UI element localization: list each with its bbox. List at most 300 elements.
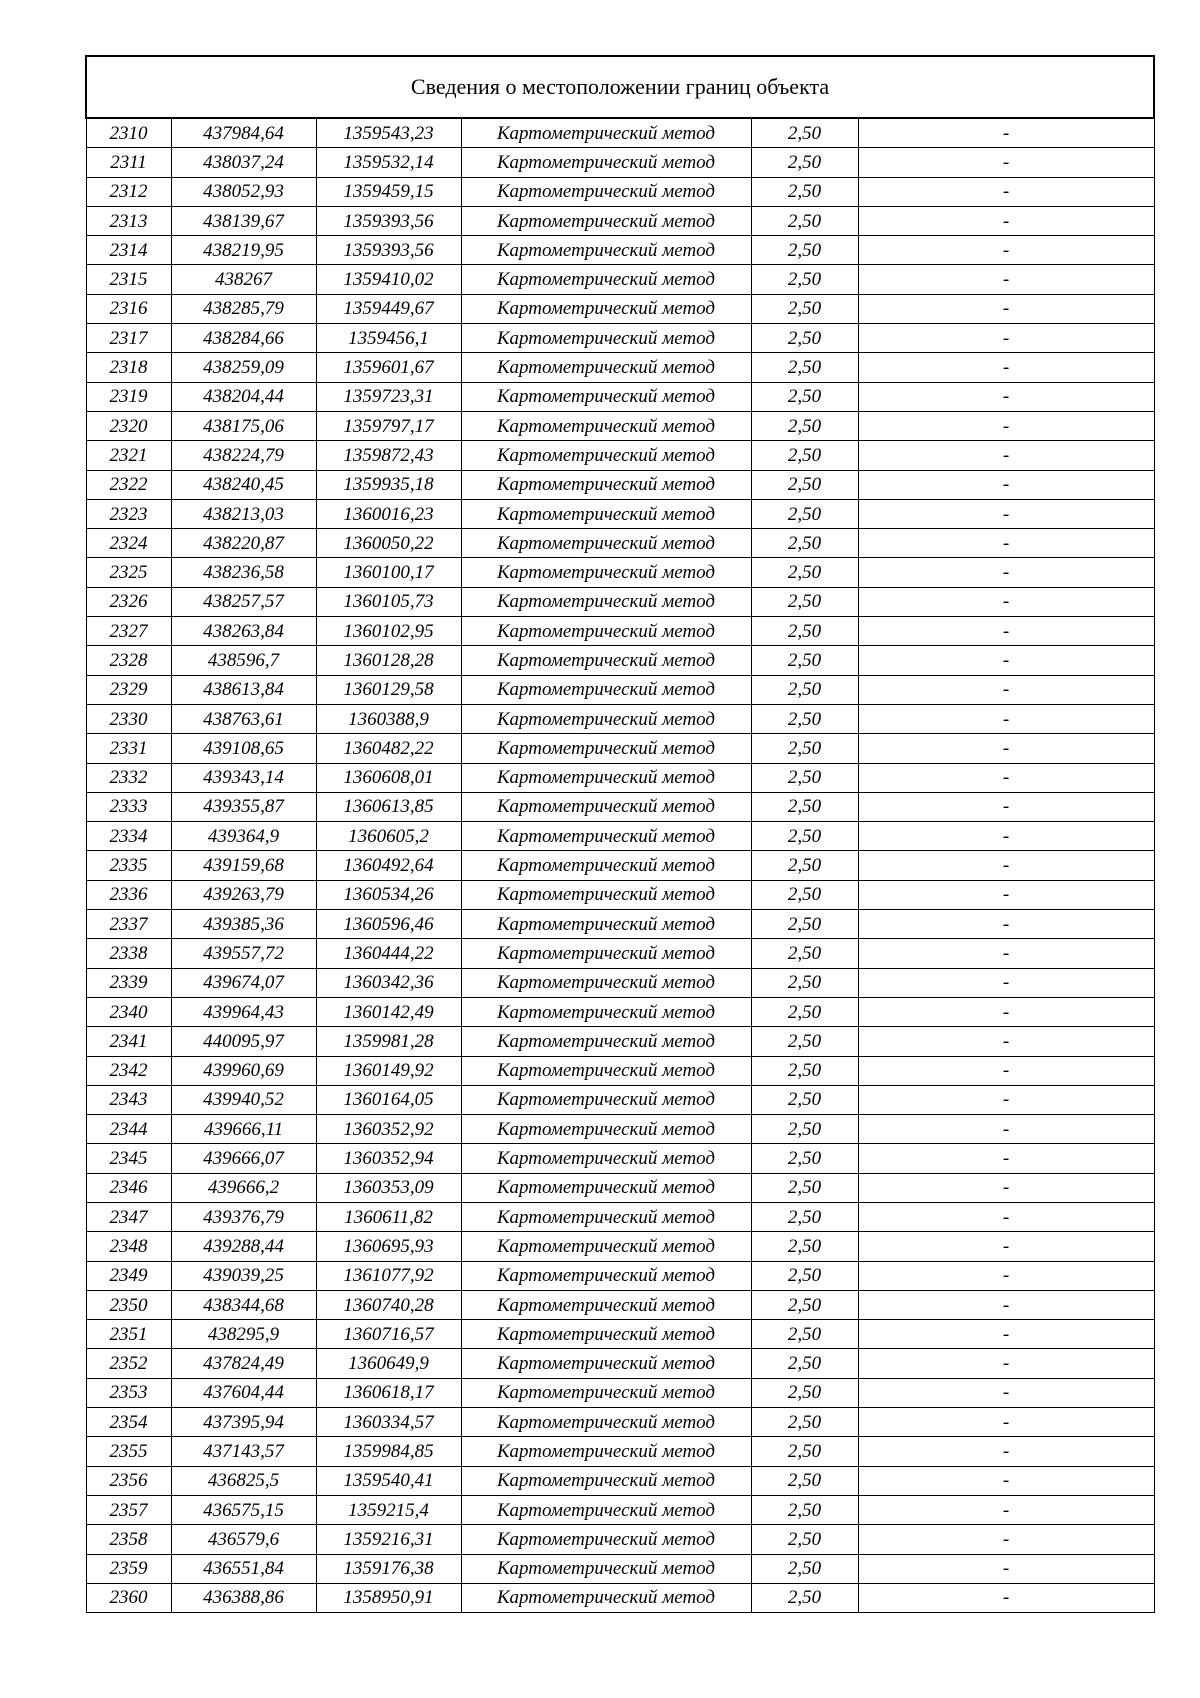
description-cell: - [858,441,1154,470]
method-cell: Картометрический метод [461,118,751,148]
accuracy-cell: 2,50 [751,792,858,821]
table-row [86,734,1154,763]
point-number-cell: 2314 [86,236,171,265]
method-cell: Картометрический метод [461,1173,751,1202]
description-cell: - [858,177,1154,206]
table-row [86,1554,1154,1583]
table-row [86,1525,1154,1554]
table-row [86,792,1154,821]
y-coordinate-cell: 1359459,15 [316,177,461,206]
method-cell: Картометрический метод [461,294,751,323]
description-cell: - [858,763,1154,792]
accuracy-cell: 2,50 [751,1437,858,1466]
point-number-cell: 2323 [86,499,171,528]
point-number-cell: 2348 [86,1232,171,1261]
point-number-cell: 2326 [86,587,171,616]
accuracy-cell: 2,50 [751,587,858,616]
description-cell: - [858,1261,1154,1290]
y-coordinate-cell: 1360611,82 [316,1202,461,1231]
description-cell: - [858,470,1154,499]
description-cell: - [858,499,1154,528]
table-row [86,1056,1154,1085]
x-coordinate-cell: 439159,68 [171,851,316,880]
table-row [86,1173,1154,1202]
accuracy-cell: 2,50 [751,1144,858,1173]
description-cell: - [858,1495,1154,1524]
table-row [86,939,1154,968]
y-coordinate-cell: 1360388,9 [316,704,461,733]
point-number-cell: 2328 [86,646,171,675]
y-coordinate-cell: 1360016,23 [316,499,461,528]
x-coordinate-cell: 436575,15 [171,1495,316,1524]
table-row [86,1466,1154,1495]
x-coordinate-cell: 436825,5 [171,1466,316,1495]
description-cell: - [858,1027,1154,1056]
x-coordinate-cell: 439666,11 [171,1115,316,1144]
x-coordinate-cell: 438267 [171,265,316,294]
table-row [86,382,1154,411]
table-row [86,910,1154,939]
x-coordinate-cell: 438613,84 [171,675,316,704]
method-cell: Картометрический метод [461,851,751,880]
table-row [86,1437,1154,1466]
method-cell: Картометрический метод [461,1056,751,1085]
y-coordinate-cell: 1359984,85 [316,1437,461,1466]
point-number-cell: 2325 [86,558,171,587]
method-cell: Картометрический метод [461,177,751,206]
method-cell: Картометрический метод [461,324,751,353]
y-coordinate-cell: 1360482,22 [316,734,461,763]
accuracy-cell: 2,50 [751,704,858,733]
accuracy-cell: 2,50 [751,1349,858,1378]
description-cell: - [858,734,1154,763]
method-cell: Картометрический метод [461,1202,751,1231]
method-cell: Картометрический метод [461,441,751,470]
description-cell: - [858,1173,1154,1202]
method-cell: Картометрический метод [461,1115,751,1144]
accuracy-cell: 2,50 [751,1378,858,1407]
accuracy-cell: 2,50 [751,1554,858,1583]
x-coordinate-cell: 439557,72 [171,939,316,968]
description-cell: - [858,353,1154,382]
method-cell: Картометрический метод [461,617,751,646]
accuracy-cell: 2,50 [751,997,858,1026]
x-coordinate-cell: 439666,07 [171,1144,316,1173]
table-row [86,499,1154,528]
x-coordinate-cell: 438052,93 [171,177,316,206]
y-coordinate-cell: 1360129,58 [316,675,461,704]
x-coordinate-cell: 437604,44 [171,1378,316,1407]
y-coordinate-cell: 1359410,02 [316,265,461,294]
table-row [86,880,1154,909]
y-coordinate-cell: 1359216,31 [316,1525,461,1554]
table-row [86,587,1154,616]
point-number-cell: 2311 [86,148,171,177]
method-cell: Картометрический метод [461,675,751,704]
y-coordinate-cell: 1360618,17 [316,1378,461,1407]
x-coordinate-cell: 438285,79 [171,294,316,323]
table-row [86,441,1154,470]
table-row [86,675,1154,704]
description-cell: - [858,1085,1154,1114]
description-cell: - [858,118,1154,148]
accuracy-cell: 2,50 [751,118,858,148]
table-row [86,1408,1154,1437]
y-coordinate-cell: 1359872,43 [316,441,461,470]
table-row [86,1290,1154,1319]
description-cell: - [858,646,1154,675]
point-number-cell: 2316 [86,294,171,323]
description-cell: - [858,148,1154,177]
accuracy-cell: 2,50 [751,265,858,294]
accuracy-cell: 2,50 [751,1115,858,1144]
x-coordinate-cell: 438344,68 [171,1290,316,1319]
y-coordinate-cell: 1359393,56 [316,206,461,235]
method-cell: Картометрический метод [461,1320,751,1349]
description-cell: - [858,1378,1154,1407]
method-cell: Картометрический метод [461,1495,751,1524]
method-cell: Картометрический метод [461,792,751,821]
x-coordinate-cell: 436388,86 [171,1583,316,1612]
x-coordinate-cell: 438220,87 [171,529,316,558]
table-title: Сведения о местоположении границ объекта [86,56,1154,118]
method-cell: Картометрический метод [461,1525,751,1554]
table-row [86,1495,1154,1524]
description-cell: - [858,558,1154,587]
table-row [86,1378,1154,1407]
accuracy-cell: 2,50 [751,1466,858,1495]
table-row [86,617,1154,646]
y-coordinate-cell: 1359532,14 [316,148,461,177]
table-row [86,646,1154,675]
method-cell: Картометрический метод [461,880,751,909]
x-coordinate-cell: 438295,9 [171,1320,316,1349]
y-coordinate-cell: 1360128,28 [316,646,461,675]
table-row [86,148,1154,177]
table-row [86,558,1154,587]
method-cell: Картометрический метод [461,704,751,733]
x-coordinate-cell: 438037,24 [171,148,316,177]
y-coordinate-cell: 1360695,93 [316,1232,461,1261]
y-coordinate-cell: 1360608,01 [316,763,461,792]
description-cell: - [858,1290,1154,1319]
description-cell: - [858,939,1154,968]
method-cell: Картометрический метод [461,1378,751,1407]
y-coordinate-cell: 1360716,57 [316,1320,461,1349]
y-coordinate-cell: 1359456,1 [316,324,461,353]
accuracy-cell: 2,50 [751,939,858,968]
accuracy-cell: 2,50 [751,470,858,499]
table-row [86,1583,1154,1612]
table-row [86,1144,1154,1173]
description-cell: - [858,294,1154,323]
table-row [86,118,1154,148]
method-cell: Картометрический метод [461,411,751,440]
x-coordinate-cell: 438219,95 [171,236,316,265]
point-number-cell: 2310 [86,118,171,148]
table-row [86,997,1154,1026]
point-number-cell: 2327 [86,617,171,646]
point-number-cell: 2322 [86,470,171,499]
method-cell: Картометрический метод [461,587,751,616]
method-cell: Картометрический метод [461,763,751,792]
description-cell: - [858,411,1154,440]
table-row [86,1232,1154,1261]
accuracy-cell: 2,50 [751,382,858,411]
accuracy-cell: 2,50 [751,1495,858,1524]
point-number-cell: 2331 [86,734,171,763]
method-cell: Картометрический метод [461,1554,751,1583]
description-cell: - [858,1232,1154,1261]
accuracy-cell: 2,50 [751,1202,858,1231]
method-cell: Картометрический метод [461,939,751,968]
point-number-cell: 2359 [86,1554,171,1583]
table-row [86,324,1154,353]
method-cell: Картометрический метод [461,265,751,294]
x-coordinate-cell: 438263,84 [171,617,316,646]
point-number-cell: 2329 [86,675,171,704]
x-coordinate-cell: 440095,97 [171,1027,316,1056]
description-cell: - [858,206,1154,235]
description-cell: - [858,1115,1154,1144]
description-cell: - [858,1583,1154,1612]
method-cell: Картометрический метод [461,1349,751,1378]
x-coordinate-cell: 438240,45 [171,470,316,499]
x-coordinate-cell: 438175,06 [171,411,316,440]
description-cell: - [858,880,1154,909]
table-title-row [86,56,1154,118]
table-row [86,529,1154,558]
method-cell: Картометрический метод [461,968,751,997]
description-cell: - [858,236,1154,265]
x-coordinate-cell: 437824,49 [171,1349,316,1378]
table-row [86,822,1154,851]
y-coordinate-cell: 1359393,56 [316,236,461,265]
accuracy-cell: 2,50 [751,558,858,587]
x-coordinate-cell: 439666,2 [171,1173,316,1202]
accuracy-cell: 2,50 [751,1320,858,1349]
point-number-cell: 2332 [86,763,171,792]
x-coordinate-cell: 439039,25 [171,1261,316,1290]
table-row [86,704,1154,733]
y-coordinate-cell: 1360102,95 [316,617,461,646]
description-cell: - [858,910,1154,939]
accuracy-cell: 2,50 [751,1056,858,1085]
description-cell: - [858,265,1154,294]
table-row [86,294,1154,323]
accuracy-cell: 2,50 [751,177,858,206]
method-cell: Картометрический метод [461,646,751,675]
point-number-cell: 2317 [86,324,171,353]
description-cell: - [858,1554,1154,1583]
point-number-cell: 2358 [86,1525,171,1554]
method-cell: Картометрический метод [461,1408,751,1437]
y-coordinate-cell: 1360605,2 [316,822,461,851]
y-coordinate-cell: 1360352,92 [316,1115,461,1144]
x-coordinate-cell: 438213,03 [171,499,316,528]
accuracy-cell: 2,50 [751,851,858,880]
x-coordinate-cell: 438139,67 [171,206,316,235]
y-coordinate-cell: 1360613,85 [316,792,461,821]
boundary-coordinates-table [85,55,1155,1613]
x-coordinate-cell: 439343,14 [171,763,316,792]
accuracy-cell: 2,50 [751,617,858,646]
point-number-cell: 2334 [86,822,171,851]
table-row [86,206,1154,235]
point-number-cell: 2352 [86,1349,171,1378]
accuracy-cell: 2,50 [751,763,858,792]
x-coordinate-cell: 438596,7 [171,646,316,675]
point-number-cell: 2318 [86,353,171,382]
description-cell: - [858,1437,1154,1466]
accuracy-cell: 2,50 [751,822,858,851]
x-coordinate-cell: 437984,64 [171,118,316,148]
x-coordinate-cell: 438236,58 [171,558,316,587]
method-cell: Картометрический метод [461,470,751,499]
y-coordinate-cell: 1361077,92 [316,1261,461,1290]
accuracy-cell: 2,50 [751,1583,858,1612]
description-cell: - [858,617,1154,646]
x-coordinate-cell: 439385,36 [171,910,316,939]
y-coordinate-cell: 1360596,46 [316,910,461,939]
x-coordinate-cell: 437143,57 [171,1437,316,1466]
accuracy-cell: 2,50 [751,206,858,235]
x-coordinate-cell: 439288,44 [171,1232,316,1261]
method-cell: Картометрический метод [461,1261,751,1290]
table-row [86,1202,1154,1231]
method-cell: Картометрический метод [461,1437,751,1466]
method-cell: Картометрический метод [461,1466,751,1495]
method-cell: Картометрический метод [461,910,751,939]
accuracy-cell: 2,50 [751,675,858,704]
y-coordinate-cell: 1359935,18 [316,470,461,499]
accuracy-cell: 2,50 [751,880,858,909]
x-coordinate-cell: 439108,65 [171,734,316,763]
description-cell: - [858,822,1154,851]
description-cell: - [858,324,1154,353]
x-coordinate-cell: 438763,61 [171,704,316,733]
table-row [86,1320,1154,1349]
point-number-cell: 2319 [86,382,171,411]
y-coordinate-cell: 1360352,94 [316,1144,461,1173]
y-coordinate-cell: 1359176,38 [316,1554,461,1583]
table-row [86,1349,1154,1378]
accuracy-cell: 2,50 [751,148,858,177]
accuracy-cell: 2,50 [751,1232,858,1261]
description-cell: - [858,1320,1154,1349]
y-coordinate-cell: 1360492,64 [316,851,461,880]
table-row [86,177,1154,206]
point-number-cell: 2315 [86,265,171,294]
y-coordinate-cell: 1358950,91 [316,1583,461,1612]
point-number-cell: 2333 [86,792,171,821]
method-cell: Картометрический метод [461,382,751,411]
x-coordinate-cell: 439960,69 [171,1056,316,1085]
accuracy-cell: 2,50 [751,411,858,440]
method-cell: Картометрический метод [461,1583,751,1612]
point-number-cell: 2320 [86,411,171,440]
y-coordinate-cell: 1360100,17 [316,558,461,587]
y-coordinate-cell: 1360105,73 [316,587,461,616]
table-row [86,411,1154,440]
accuracy-cell: 2,50 [751,441,858,470]
point-number-cell: 2355 [86,1437,171,1466]
y-coordinate-cell: 1360149,92 [316,1056,461,1085]
description-cell: - [858,587,1154,616]
table-row [86,236,1154,265]
accuracy-cell: 2,50 [751,236,858,265]
y-coordinate-cell: 1359543,23 [316,118,461,148]
point-number-cell: 2350 [86,1290,171,1319]
method-cell: Картометрический метод [461,822,751,851]
y-coordinate-cell: 1360334,57 [316,1408,461,1437]
y-coordinate-cell: 1359601,67 [316,353,461,382]
description-cell: - [858,704,1154,733]
point-number-cell: 2357 [86,1495,171,1524]
accuracy-cell: 2,50 [751,499,858,528]
point-number-cell: 2354 [86,1408,171,1437]
y-coordinate-cell: 1359723,31 [316,382,461,411]
method-cell: Картометрический метод [461,997,751,1026]
y-coordinate-cell: 1359540,41 [316,1466,461,1495]
point-number-cell: 2356 [86,1466,171,1495]
point-number-cell: 2339 [86,968,171,997]
point-number-cell: 2336 [86,880,171,909]
method-cell: Картометрический метод [461,1232,751,1261]
document-sheet [85,55,1153,1613]
description-cell: - [858,1525,1154,1554]
point-number-cell: 2321 [86,441,171,470]
point-number-cell: 2344 [86,1115,171,1144]
point-number-cell: 2330 [86,704,171,733]
table-row [86,763,1154,792]
accuracy-cell: 2,50 [751,1261,858,1290]
y-coordinate-cell: 1360353,09 [316,1173,461,1202]
accuracy-cell: 2,50 [751,324,858,353]
y-coordinate-cell: 1359449,67 [316,294,461,323]
x-coordinate-cell: 439376,79 [171,1202,316,1231]
point-number-cell: 2345 [86,1144,171,1173]
y-coordinate-cell: 1360649,9 [316,1349,461,1378]
accuracy-cell: 2,50 [751,529,858,558]
y-coordinate-cell: 1359797,17 [316,411,461,440]
table-row [86,265,1154,294]
method-cell: Картометрический метод [461,148,751,177]
method-cell: Картометрический метод [461,529,751,558]
x-coordinate-cell: 437395,94 [171,1408,316,1437]
point-number-cell: 2335 [86,851,171,880]
method-cell: Картометрический метод [461,734,751,763]
accuracy-cell: 2,50 [751,910,858,939]
accuracy-cell: 2,50 [751,646,858,675]
x-coordinate-cell: 438257,57 [171,587,316,616]
accuracy-cell: 2,50 [751,1173,858,1202]
y-coordinate-cell: 1359981,28 [316,1027,461,1056]
accuracy-cell: 2,50 [751,968,858,997]
description-cell: - [858,1408,1154,1437]
y-coordinate-cell: 1359215,4 [316,1495,461,1524]
description-cell: - [858,792,1154,821]
point-number-cell: 2360 [86,1583,171,1612]
description-cell: - [858,1056,1154,1085]
point-number-cell: 2340 [86,997,171,1026]
table-row [86,470,1154,499]
description-cell: - [858,1202,1154,1231]
method-cell: Картометрический метод [461,1085,751,1114]
y-coordinate-cell: 1360342,36 [316,968,461,997]
point-number-cell: 2313 [86,206,171,235]
x-coordinate-cell: 439355,87 [171,792,316,821]
